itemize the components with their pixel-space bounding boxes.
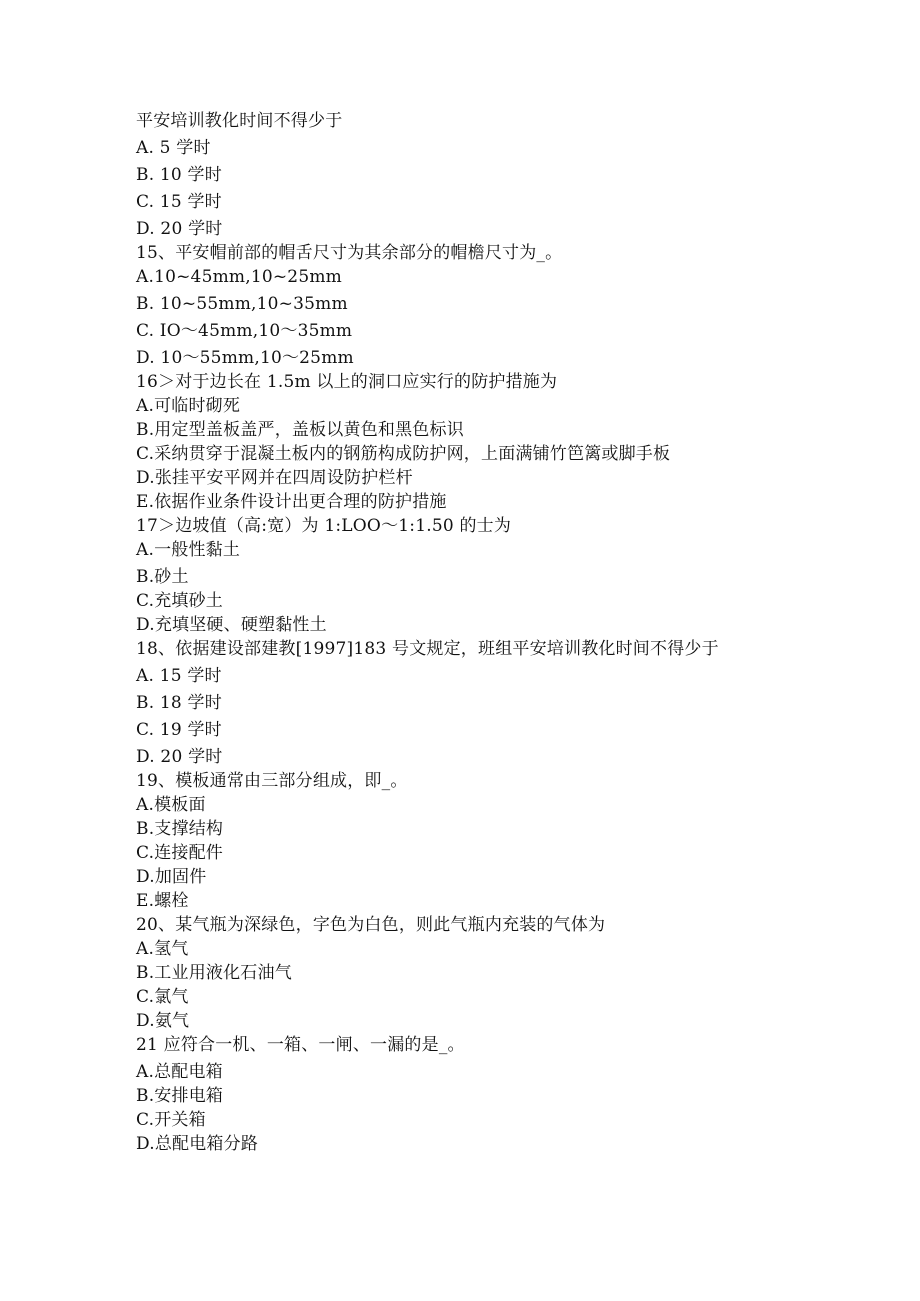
answer-option: B.用定型盖板盖严，盖板以黄色和黑色标识 bbox=[136, 420, 464, 440]
answer-option: D.加固件 bbox=[136, 867, 207, 887]
answer-option: D.充填坚硬、硬塑黏性土 bbox=[136, 615, 327, 635]
answer-option: C. IO～45mm,10～35mm bbox=[136, 321, 353, 341]
question-text: 平安培训教化时间不得少于 bbox=[136, 111, 343, 131]
answer-option: B.工业用液化石油气 bbox=[136, 963, 292, 983]
answer-option: A.氢气 bbox=[136, 939, 189, 959]
answer-option: A. 5 学时 bbox=[136, 138, 211, 158]
answer-option: C.氯气 bbox=[136, 987, 189, 1007]
answer-option: B.支撑结构 bbox=[136, 819, 224, 839]
answer-option: D.张挂平安平网并在四周设防护栏杆 bbox=[136, 468, 413, 488]
question-text: 20、某气瓶为深绿色，字色为白色，则此气瓶内充装的气体为 bbox=[136, 915, 606, 935]
answer-option: B.砂土 bbox=[136, 567, 189, 587]
document-page bbox=[136, 111, 876, 1154]
answer-option: A.可临时砌死 bbox=[136, 396, 241, 416]
answer-option: E.依据作业条件设计出更合理的防护措施 bbox=[136, 492, 447, 512]
answer-option: B. 10~55mm,10~35mm bbox=[136, 294, 348, 314]
answer-option: D.氨气 bbox=[136, 1011, 190, 1031]
answer-option: C. 19 学时 bbox=[136, 720, 222, 740]
answer-option: A.10~45mm,10~25mm bbox=[136, 267, 342, 287]
answer-option: B. 10 学时 bbox=[136, 165, 222, 185]
answer-option: B.安排电箱 bbox=[136, 1086, 224, 1106]
answer-option: C.开关箱 bbox=[136, 1110, 206, 1130]
answer-option: B. 18 学时 bbox=[136, 693, 222, 713]
answer-option: A.模板面 bbox=[136, 795, 206, 815]
question-text: 17＞边坡值（高:宽）为 1:LOO～1:1.50 的士为 bbox=[136, 516, 512, 536]
question-text: 19、模板通常由三部分组成，即_。 bbox=[136, 771, 408, 791]
answer-option: C.采纳贯穿于混凝土板内的钢筋构成防护网，上面满铺竹笆篱或脚手板 bbox=[136, 444, 671, 464]
answer-option: A. 15 学时 bbox=[136, 666, 222, 686]
document-body bbox=[136, 111, 876, 1154]
answer-option: C.连接配件 bbox=[136, 843, 224, 863]
answer-option: D. 20 学时 bbox=[136, 219, 223, 239]
question-text: 15、平安帽前部的帽舌尺寸为其余部分的帽檐尺寸为_。 bbox=[136, 243, 563, 263]
question-text: 21 应符合一机、一箱、一闸、一漏的是_。 bbox=[136, 1035, 465, 1055]
answer-option: C. 15 学时 bbox=[136, 192, 222, 212]
answer-option: D.总配电箱分路 bbox=[136, 1134, 259, 1154]
answer-option: D. 10～55mm,10～25mm bbox=[136, 348, 354, 368]
answer-option: D. 20 学时 bbox=[136, 747, 223, 767]
question-text: 16＞对于边长在 1.5m 以上的洞口应实行的防护措施为 bbox=[136, 372, 558, 392]
answer-option: E.螺栓 bbox=[136, 891, 189, 911]
answer-option: A.一般性黏土 bbox=[136, 540, 241, 560]
question-text: 18、依据建设部建教[1997]183 号文规定，班组平安培训教化时间不得少于 bbox=[136, 639, 719, 659]
answer-option: C.充填砂土 bbox=[136, 591, 224, 611]
answer-option: A.总配电箱 bbox=[136, 1062, 223, 1082]
